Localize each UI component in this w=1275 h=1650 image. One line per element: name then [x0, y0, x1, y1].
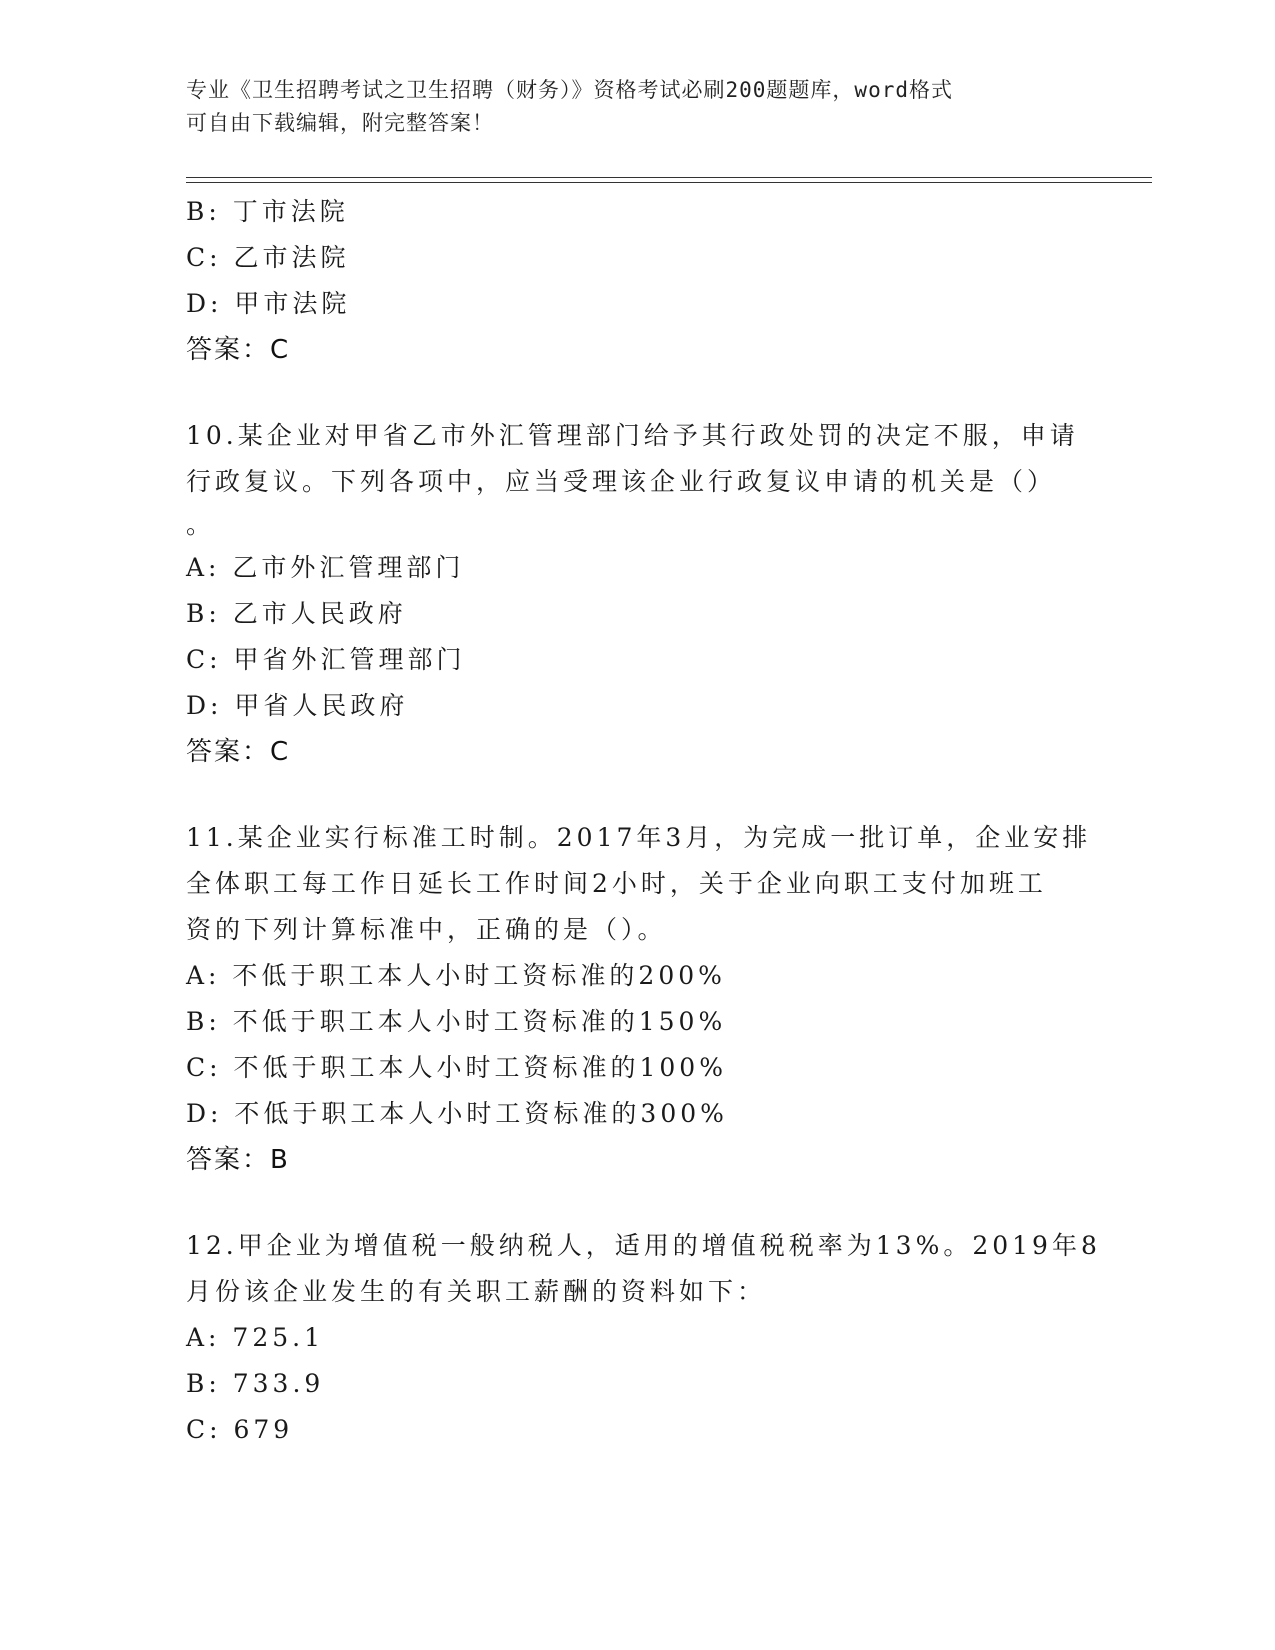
header-divider-bottom — [186, 182, 1152, 183]
question-11 — [186, 815, 1092, 1183]
option-d: D: 甲省人民政府 — [186, 691, 409, 720]
question-stem-line: 资的下列计算标准中，正确的是（）。 — [186, 915, 667, 944]
option-c: C: 不低于职工本人小时工资标准的100% — [186, 1053, 727, 1082]
option-a: A: 725.1 — [186, 1323, 324, 1352]
question-12 — [186, 1223, 1101, 1453]
question-stem-line: 全体职工每工作日延长工作时间2小时，关于企业向职工支付加班工 — [186, 869, 1047, 898]
question-9-tail — [186, 189, 1086, 373]
header-line-2: 可自由下载编辑，附完整答案！ — [186, 111, 494, 135]
question-stem-line: 月份该企业发生的有关职工薪酬的资料如下： — [186, 1277, 767, 1306]
option-c: C: 679 — [186, 1415, 294, 1444]
option-c: C: 乙市法院 — [186, 243, 350, 272]
option-a: A: 不低于职工本人小时工资标准的200% — [186, 961, 726, 990]
question-stem-line: 。 — [186, 510, 212, 539]
question-stem-line: 行政复议。下列各项中，应当受理该企业行政复议申请的机关是（） — [186, 467, 1057, 496]
answer-line: 答案：B — [186, 1145, 290, 1175]
option-a: A: 乙市外汇管理部门 — [186, 553, 465, 582]
header-line-1: 专业《卫生招聘考试之卫生招聘（财务）》资格考试必刷200题题库，word格式 — [186, 78, 953, 102]
document-header — [186, 74, 1086, 140]
option-b: B: 丁市法院 — [186, 197, 349, 226]
question-10 — [186, 413, 1086, 775]
question-content — [186, 189, 1101, 1453]
spacer — [186, 775, 1086, 815]
option-c: C: 甲省外汇管理部门 — [186, 645, 466, 674]
option-b: B: 不低于职工本人小时工资标准的150% — [186, 1007, 727, 1036]
answer-line: 答案：C — [186, 335, 291, 365]
header-divider-top — [186, 177, 1152, 178]
answer-line: 答案：C — [186, 737, 291, 767]
option-d: D: 不低于职工本人小时工资标准的300% — [186, 1099, 728, 1128]
spacer — [186, 1183, 1086, 1223]
option-b: B: 733.9 — [186, 1369, 325, 1398]
option-d: D: 甲市法院 — [186, 289, 351, 318]
spacer — [186, 373, 1086, 413]
question-stem-line: 11.某企业实行标准工时制。2017年3月，为完成一批订单，企业安排 — [186, 823, 1092, 852]
option-b: B: 乙市人民政府 — [186, 599, 407, 628]
question-stem-line: 10.某企业对甲省乙市外汇管理部门给予其行政处罚的决定不服，申请 — [186, 421, 1079, 450]
question-stem-line: 12.甲企业为增值税一般纳税人，适用的增值税税率为13%。2019年8 — [186, 1231, 1101, 1260]
